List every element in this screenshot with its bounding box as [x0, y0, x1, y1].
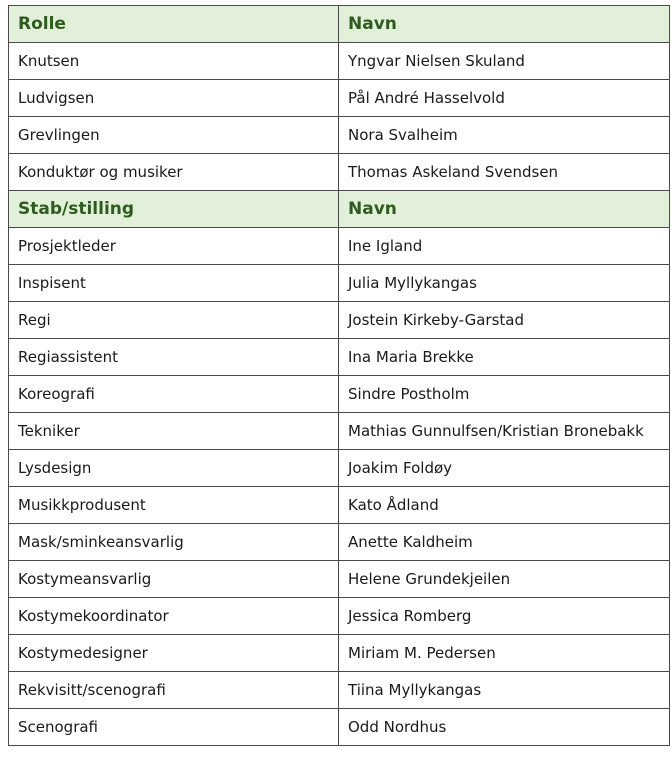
name-cell: Thomas Askeland Svendsen	[339, 154, 670, 191]
name-cell: Pål André Hasselvold	[339, 80, 670, 117]
staff-name-header: Navn	[339, 191, 670, 228]
table-row	[9, 43, 670, 80]
role-cell: Regiassistent	[9, 339, 339, 376]
role-cell: Regi	[9, 302, 339, 339]
name-cell: Miriam M. Pedersen	[339, 635, 670, 672]
table-row	[9, 339, 670, 376]
role-cell: Kostymeansvarlig	[9, 561, 339, 598]
table-row	[9, 228, 670, 265]
name-cell: Joakim Foldøy	[339, 450, 670, 487]
name-cell: Sindre Postholm	[339, 376, 670, 413]
role-cell: Ludvigsen	[9, 80, 339, 117]
name-cell: Jessica Romberg	[339, 598, 670, 635]
name-cell: Anette Kaldheim	[339, 524, 670, 561]
name-cell: Ina Maria Brekke	[339, 339, 670, 376]
table-row	[9, 80, 670, 117]
role-cell: Koreografi	[9, 376, 339, 413]
name-cell: Jostein Kirkeby-Garstad	[339, 302, 670, 339]
name-cell: Helene Grundekjeilen	[339, 561, 670, 598]
table-row	[9, 672, 670, 709]
role-cell: Tekniker	[9, 413, 339, 450]
cast-name-header: Navn	[339, 6, 670, 43]
table-row	[9, 376, 670, 413]
role-cell: Musikkprodusent	[9, 487, 339, 524]
table-row	[9, 524, 670, 561]
staff-role-header: Stab/stilling	[9, 191, 339, 228]
staff-header-row	[9, 191, 670, 228]
cast-header-row	[9, 6, 670, 43]
table-row	[9, 265, 670, 302]
table-row	[9, 413, 670, 450]
table-row	[9, 117, 670, 154]
role-cell: Konduktør og musiker	[9, 154, 339, 191]
role-cell: Lysdesign	[9, 450, 339, 487]
name-cell: Nora Svalheim	[339, 117, 670, 154]
table-row	[9, 598, 670, 635]
table-row	[9, 302, 670, 339]
role-cell: Kostymedesigner	[9, 635, 339, 672]
role-cell: Kostymekoordinator	[9, 598, 339, 635]
role-cell: Scenografi	[9, 709, 339, 746]
name-cell: Kato Ådland	[339, 487, 670, 524]
role-cell: Inspisent	[9, 265, 339, 302]
name-cell: Yngvar Nielsen Skuland	[339, 43, 670, 80]
credits-table	[8, 5, 670, 746]
table-row	[9, 709, 670, 746]
role-cell: Grevlingen	[9, 117, 339, 154]
name-cell: Julia Myllykangas	[339, 265, 670, 302]
table-row	[9, 487, 670, 524]
cast-role-header: Rolle	[9, 6, 339, 43]
table-row	[9, 561, 670, 598]
role-cell: Knutsen	[9, 43, 339, 80]
role-cell: Mask/sminkeansvarlig	[9, 524, 339, 561]
name-cell: Mathias Gunnulfsen/Kristian Bronebakk	[339, 413, 670, 450]
table-row	[9, 635, 670, 672]
table-row	[9, 154, 670, 191]
role-cell: Rekvisitt/scenografi	[9, 672, 339, 709]
table-row	[9, 450, 670, 487]
name-cell: Odd Nordhus	[339, 709, 670, 746]
name-cell: Tiina Myllykangas	[339, 672, 670, 709]
name-cell: Ine Igland	[339, 228, 670, 265]
role-cell: Prosjektleder	[9, 228, 339, 265]
